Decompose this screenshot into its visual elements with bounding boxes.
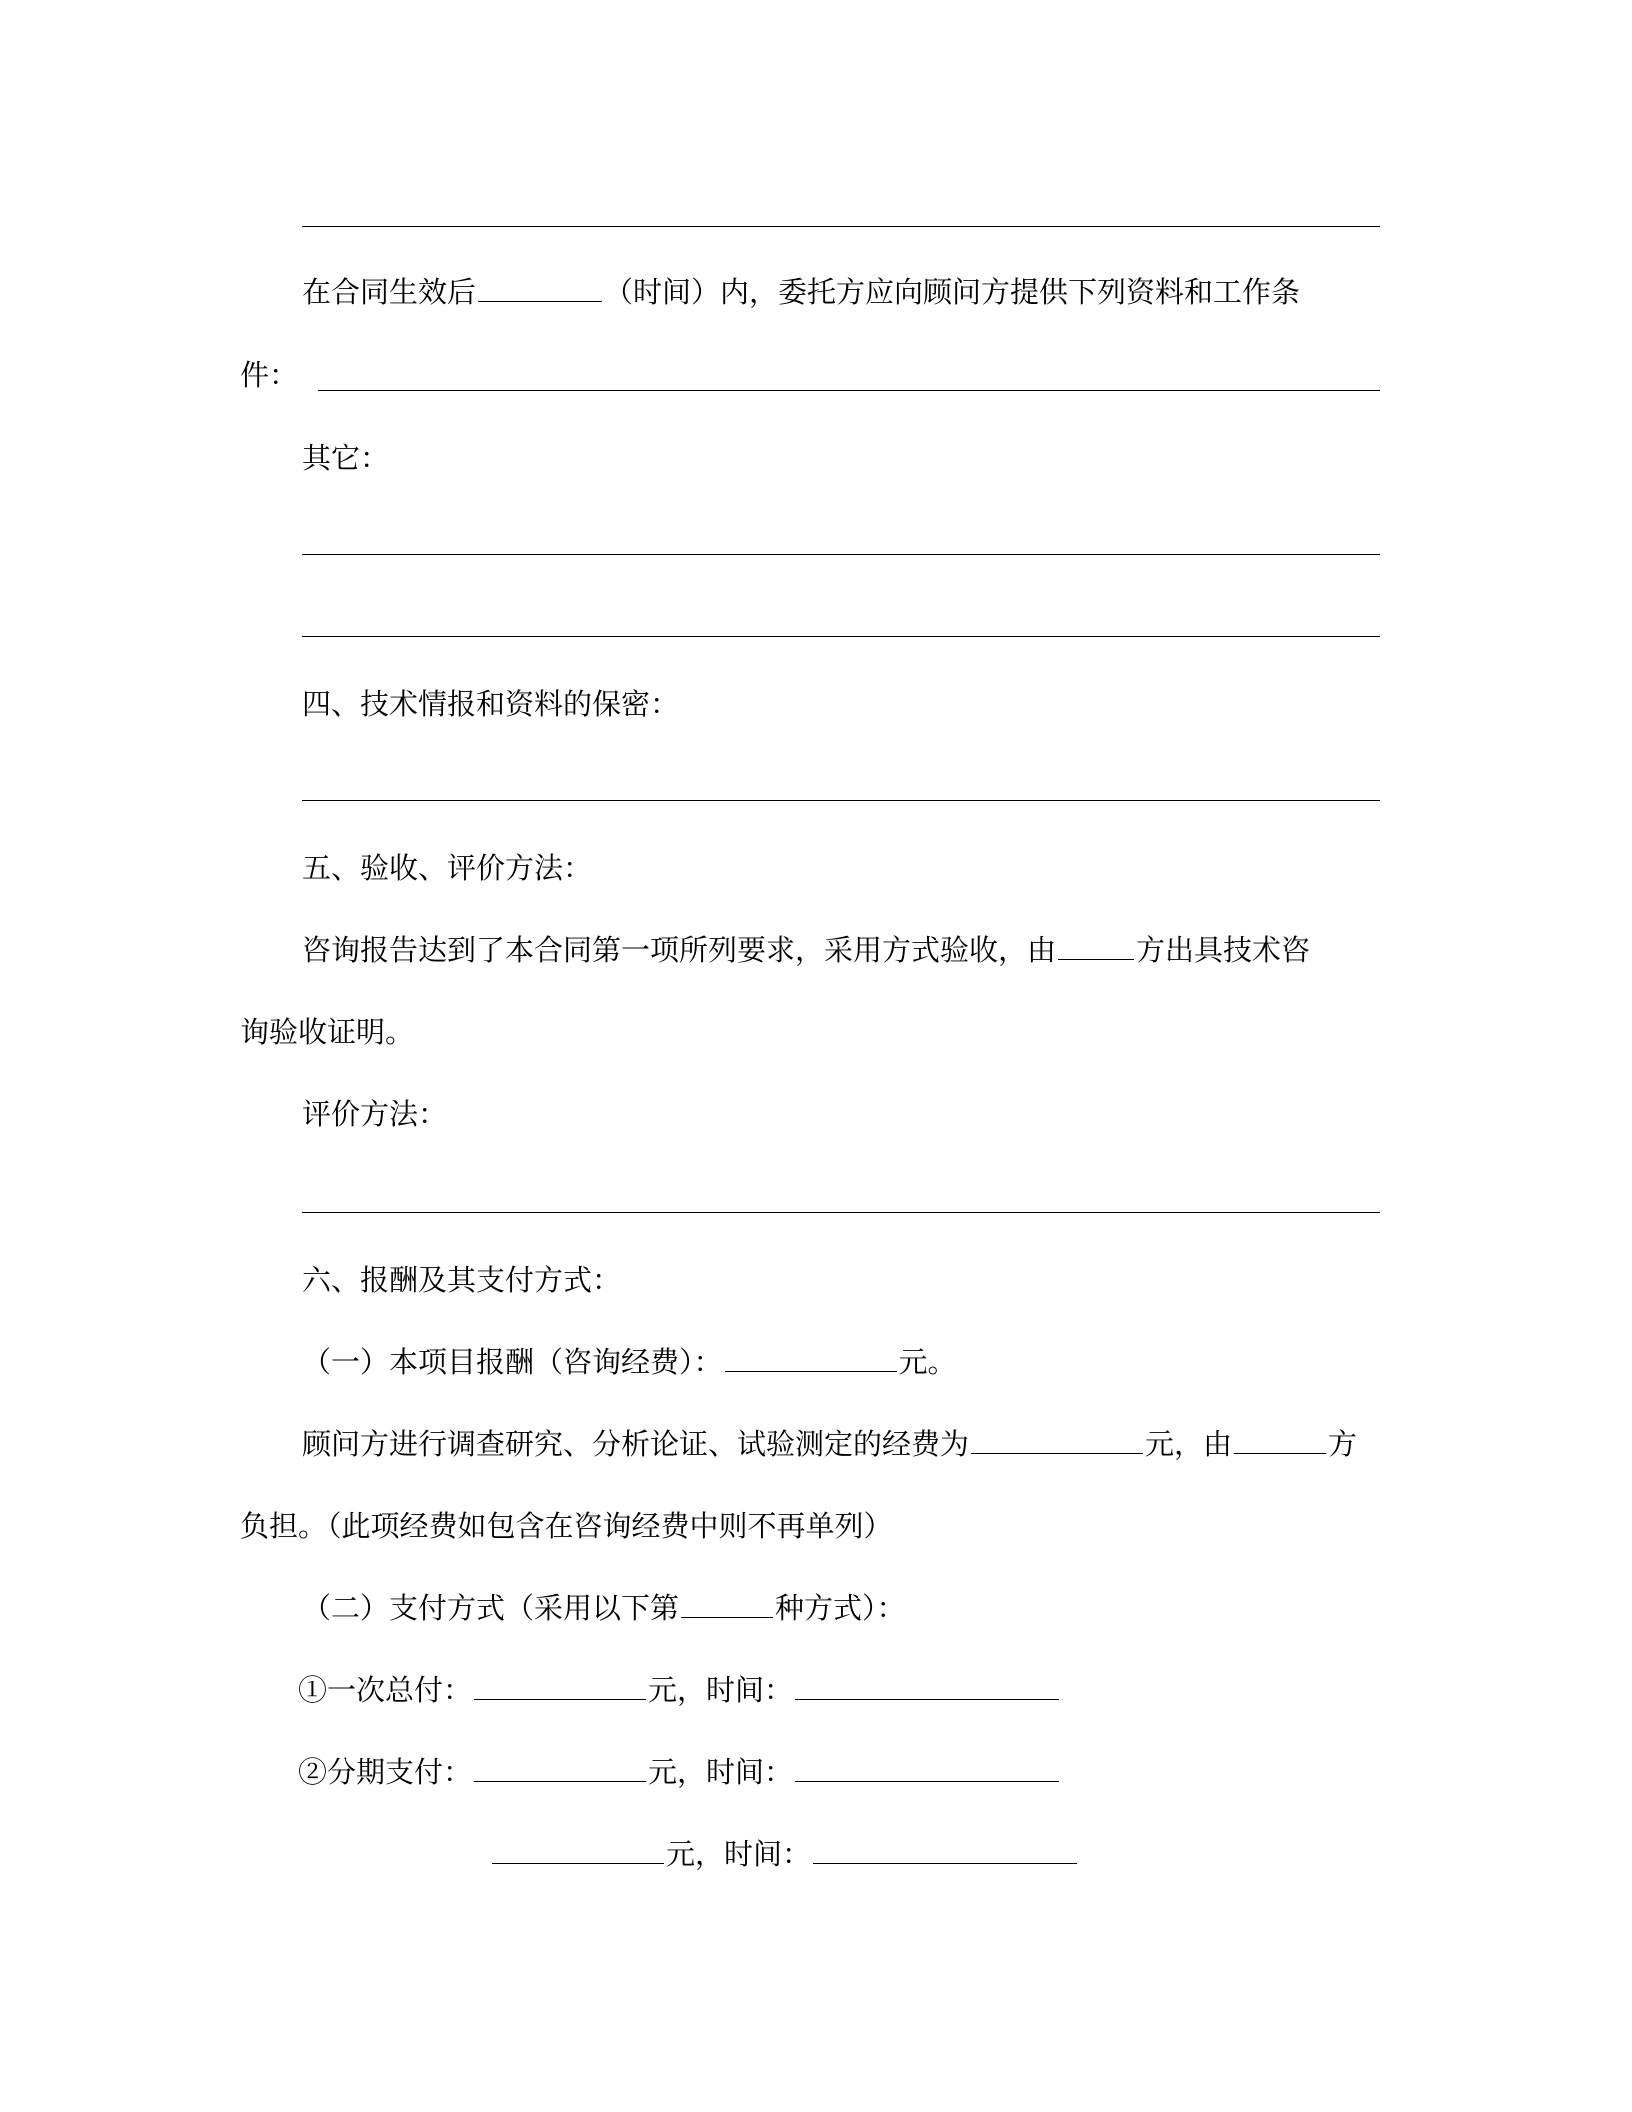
research-yuan: 元，由 (1145, 1427, 1233, 1461)
acceptance-party-blank[interactable] (1058, 931, 1134, 960)
research-party: 方 (1328, 1427, 1358, 1461)
fee-text-before: （一）本项目报酬（咨询经费）： (302, 1345, 723, 1379)
evaluation-blank[interactable] (302, 1212, 1380, 1213)
installment-amount-blank-1[interactable] (474, 1753, 646, 1782)
payment-text-before: （二）支付方式（采用以下第 (302, 1591, 680, 1625)
research-continuation: 负担。（此项经费如包含在咨询经费中则不再单列） (240, 1509, 893, 1543)
section6-heading-line (302, 1260, 621, 1300)
acceptance-line (302, 930, 1380, 970)
section5-heading-line (302, 848, 592, 888)
other-label-line (302, 438, 389, 478)
lump-sum-label: ①一次总付： (298, 1673, 473, 1707)
evaluation-label-line (302, 1094, 447, 1134)
installment-amount-blank-2[interactable] (492, 1835, 664, 1864)
lump-sum-amount-blank[interactable] (474, 1671, 646, 1700)
time-blank[interactable] (478, 273, 602, 302)
payment-option-blank[interactable] (681, 1589, 773, 1618)
section4-heading: 四、技术情报和资料的保密： (302, 687, 680, 721)
acceptance-continuation: 询验收证明。 (240, 1015, 415, 1049)
fee-amount-blank[interactable] (725, 1343, 897, 1372)
provision-conditions-blank[interactable] (318, 390, 1380, 391)
other-label: 其它： (302, 441, 390, 475)
provision-continuation-line (240, 355, 298, 395)
installment-yuan-time-1: 元，时间： (648, 1755, 794, 1789)
payment-text-after: 种方式）： (775, 1591, 906, 1625)
section4-heading-line (302, 684, 679, 724)
acceptance-continuation-line (240, 1012, 414, 1052)
installment-line-2 (490, 1834, 1079, 1874)
installment-time-blank-2[interactable] (813, 1835, 1077, 1864)
installment-yuan-time-2: 元，时间： (666, 1837, 812, 1871)
installment-label: ②分期支付： (298, 1755, 473, 1789)
other-blank-1[interactable] (302, 554, 1380, 555)
section6-heading: 六、报酬及其支付方式： (302, 1263, 622, 1297)
provision-timing-line (302, 272, 1380, 312)
provision-unit: （时间） (604, 275, 721, 309)
research-continuation-line (240, 1506, 893, 1546)
research-amount-blank[interactable] (971, 1425, 1143, 1454)
research-party-blank[interactable] (1234, 1425, 1326, 1454)
payment-method-line (302, 1588, 906, 1628)
section5-heading: 五、验收、评价方法： (302, 851, 593, 885)
provision-text-before: 在合同生效后 (302, 275, 477, 309)
installment-time-blank-1[interactable] (795, 1753, 1059, 1782)
lump-sum-line (298, 1670, 1061, 1710)
research-fee-line (302, 1424, 1380, 1464)
acceptance-text-before: 咨询报告达到了本合同第一项所列要求，采用方式验收，由 (302, 933, 1057, 967)
blank-line (302, 226, 1380, 227)
provision-continuation: 件： (240, 358, 299, 392)
confidentiality-blank[interactable] (302, 800, 1380, 801)
fee-unit: 元。 (898, 1345, 957, 1379)
other-blank-2[interactable] (302, 636, 1380, 637)
research-text-before: 顾问方进行调查研究、分析论证、试验测定的经费为 (302, 1427, 970, 1461)
lump-sum-yuan-time: 元，时间： (648, 1673, 794, 1707)
installment-line-1 (298, 1752, 1061, 1792)
lump-sum-time-blank[interactable] (795, 1671, 1059, 1700)
acceptance-text-after: 方出具技术咨 (1136, 933, 1311, 967)
evaluation-label: 评价方法： (302, 1097, 448, 1131)
fee-line (302, 1342, 957, 1382)
provision-text-after: 内，委托方应向顾问方提供下列资料和工作条 (720, 275, 1301, 309)
